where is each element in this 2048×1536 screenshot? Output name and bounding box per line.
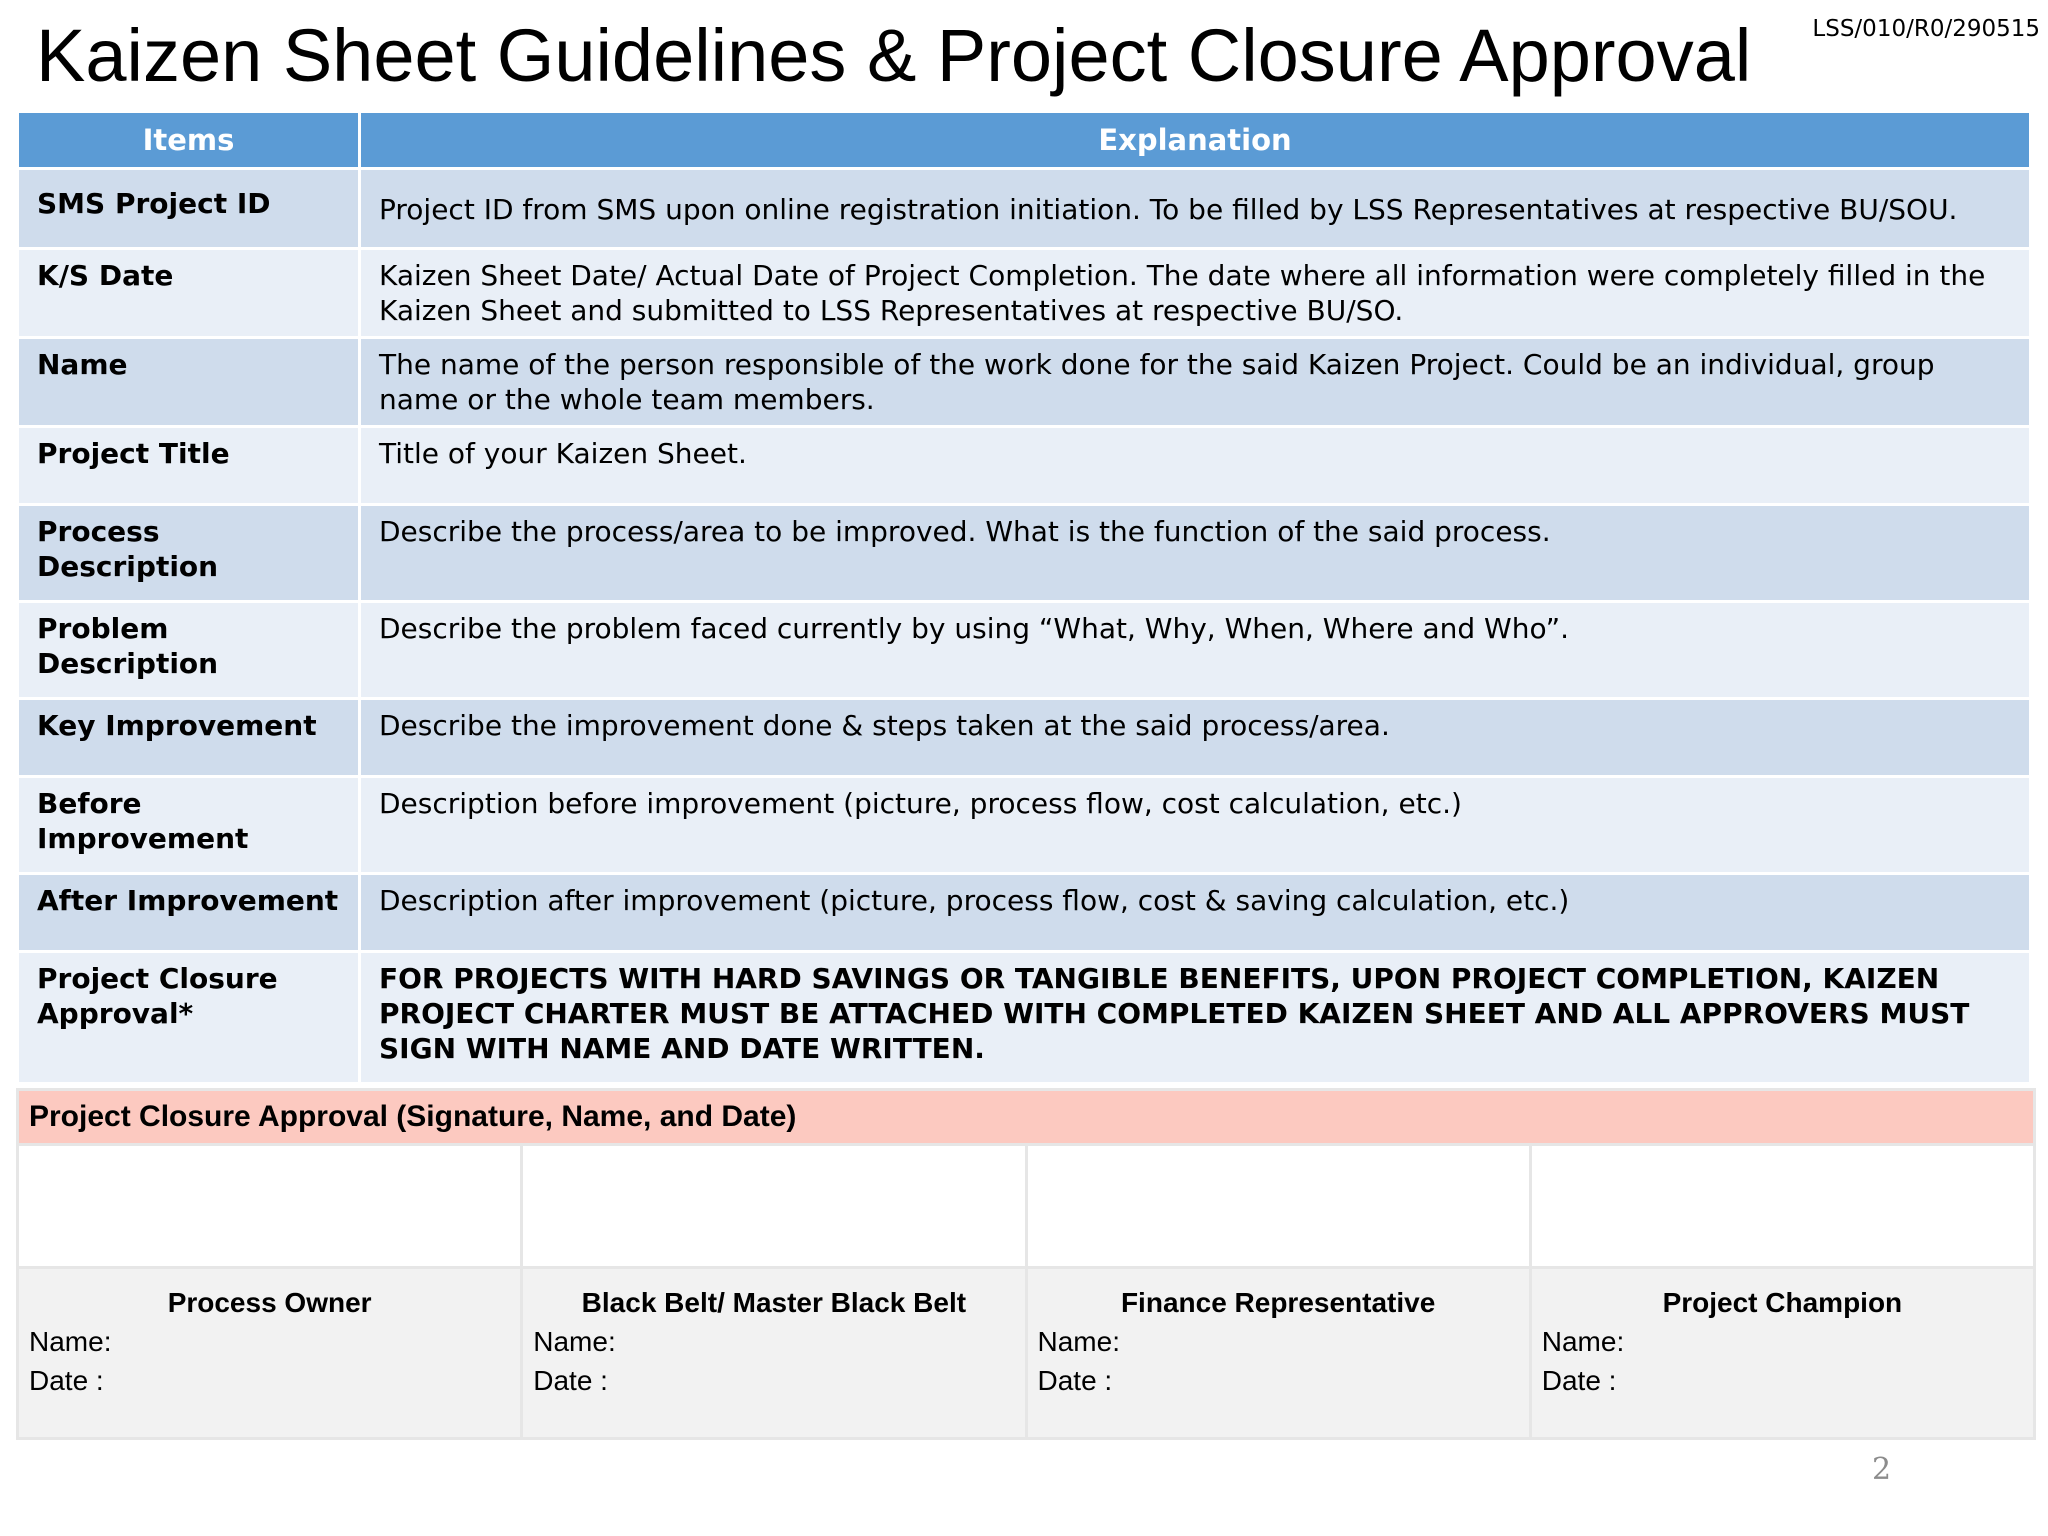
signature-box-finance-representative[interactable] bbox=[1028, 1146, 1529, 1266]
approver-date-field[interactable]: Date : bbox=[29, 1365, 104, 1396]
guideline-explanation: FOR PROJECTS WITH HARD SAVINGS OR TANGIBLE BENEFITS, UPON PROJECT COMPLETION, KAIZEN PROJECT CHARTER MUST BE ATTACHED WITH COMPLETED KAIZEN SHEET AND ALL APPROVERS MUST SIGN WITH NAME AND DATE WRITTEN. bbox=[361, 953, 2029, 1082]
guideline-explanation: Describe the problem faced currently by using “What, Why, When, Where and Who”. bbox=[361, 603, 2029, 697]
guideline-row-key-improvement bbox=[19, 700, 2029, 775]
guideline-item: Before Improvement bbox=[19, 778, 358, 872]
guideline-item: Name bbox=[19, 339, 358, 425]
guideline-item: Process Description bbox=[19, 506, 358, 600]
guideline-explanation: Description after improvement (picture, process flow, cost & saving calculation, etc.) bbox=[361, 875, 2029, 950]
approver-finance-representative bbox=[1028, 1269, 1529, 1437]
guideline-item: Project Title bbox=[19, 428, 358, 503]
guideline-row-name bbox=[19, 339, 2029, 425]
approver-date-field[interactable]: Date : bbox=[1037, 1365, 1113, 1396]
signature-box-process-owner[interactable] bbox=[19, 1146, 520, 1266]
approver-role-title: Project Champion bbox=[1662, 1287, 1903, 1318]
guideline-explanation: Describe the process/area to be improved. What is the function of the said process. bbox=[361, 506, 2029, 600]
approver-process-owner bbox=[19, 1269, 520, 1437]
approver-date-field[interactable]: Date : bbox=[1541, 1365, 1617, 1396]
guideline-item: K/S Date bbox=[19, 250, 358, 336]
guideline-item: Project Closure Approval* bbox=[19, 953, 358, 1082]
guideline-explanation: Describe the improvement done & steps taken at the said process/area. bbox=[361, 700, 2029, 775]
approver-name-field[interactable]: Name: bbox=[533, 1326, 616, 1357]
guideline-item: Key Improvement bbox=[19, 700, 358, 775]
page-title: Kaizen Sheet Guidelines & Project Closure Approval bbox=[36, 14, 1752, 97]
approver-black-belt bbox=[523, 1269, 1024, 1437]
page-number: 2 bbox=[1872, 1452, 1892, 1487]
guideline-row-ks-date bbox=[19, 250, 2029, 336]
guideline-row-problem-description bbox=[19, 603, 2029, 697]
approver-role-title: Black Belt/ Master Black Belt bbox=[581, 1287, 967, 1318]
approval-table bbox=[16, 1088, 2036, 1440]
approver-name-field[interactable]: Name: bbox=[29, 1326, 112, 1357]
signature-box-black-belt[interactable] bbox=[523, 1146, 1024, 1266]
column-header-items: Items bbox=[19, 113, 358, 167]
guideline-row-project-closure-approval bbox=[19, 953, 2029, 1082]
approver-role-title: Finance Representative bbox=[1120, 1287, 1436, 1318]
approval-header: Project Closure Approval (Signature, Name, and Date) bbox=[19, 1091, 2033, 1143]
guideline-item: Problem Description bbox=[19, 603, 358, 697]
approver-name-field[interactable]: Name: bbox=[1541, 1326, 1625, 1357]
guideline-explanation: Description before improvement (picture, process flow, cost calculation, etc.) bbox=[361, 778, 2029, 872]
signature-row bbox=[19, 1146, 2033, 1266]
guideline-row-after-improvement bbox=[19, 875, 2029, 950]
guideline-row-before-improvement bbox=[19, 778, 2029, 872]
guideline-row-sms-project-id bbox=[19, 170, 2029, 247]
approver-project-champion bbox=[1532, 1269, 2033, 1437]
guideline-item: After Improvement bbox=[19, 875, 358, 950]
approver-name-field[interactable]: Name: bbox=[1037, 1326, 1120, 1357]
guideline-explanation: Kaizen Sheet Date/ Actual Date of Project Completion. The date where all information were completely filled in the Kaizen Sheet and submitted to LSS Representatives at respective BU/SO. bbox=[361, 250, 2029, 336]
guideline-item: SMS Project ID bbox=[19, 170, 358, 247]
document-code: LSS/010/R0/290515 bbox=[1812, 16, 2040, 42]
guidelines-table bbox=[16, 110, 2032, 1085]
signature-box-project-champion[interactable] bbox=[1532, 1146, 2033, 1266]
column-header-explanation: Explanation bbox=[361, 113, 2029, 167]
approval-header-row bbox=[19, 1091, 2033, 1143]
guideline-explanation: Project ID from SMS upon online registration initiation. To be filled by LSS Representatives at respective BU/SOU. bbox=[361, 170, 2029, 247]
approver-date-field[interactable]: Date : bbox=[533, 1365, 608, 1396]
guidelines-header-row bbox=[19, 113, 2029, 167]
guideline-explanation: Title of your Kaizen Sheet. bbox=[361, 428, 2029, 503]
guideline-row-process-description bbox=[19, 506, 2029, 600]
approver-info-row bbox=[19, 1269, 2033, 1437]
approver-role-title: Process Owner bbox=[167, 1287, 372, 1318]
guideline-explanation: The name of the person responsible of the work done for the said Kaizen Project. Could be an individual, group name or the whole team members. bbox=[361, 339, 2029, 425]
guideline-row-project-title bbox=[19, 428, 2029, 503]
